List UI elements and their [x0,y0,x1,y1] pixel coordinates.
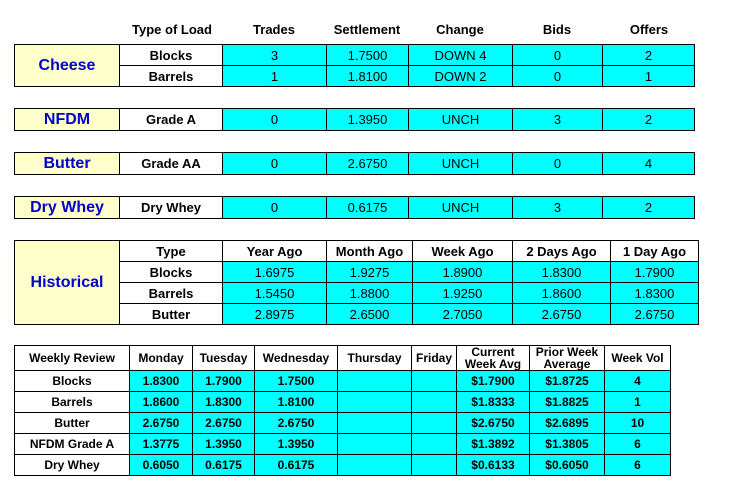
weekly-row [15,392,671,413]
weekly-cell: $2.6895 [530,413,605,434]
weekly-cell: 6 [605,434,671,455]
historical-cell-label: Butter [120,304,223,325]
weekly-cell: 0.6175 [193,455,255,476]
weekly-cell [338,371,412,392]
butter-table [14,152,695,175]
cheese-table [14,44,695,87]
weekly-cell: $1.8333 [457,392,530,413]
weekly-header-friday: Friday [412,346,457,371]
weekly-cell: 1.7900 [193,371,255,392]
dry-whey-change: UNCH [409,197,513,219]
historical-cell-label: Blocks [120,262,223,283]
historical-cell: 1.8800 [327,283,413,304]
historical-header-1-day-ago: 1 Day Ago [611,241,699,262]
cheese-label: Cheese [15,45,120,87]
butter-change: UNCH [409,153,513,175]
historical-cell: 1.9275 [327,262,413,283]
header-settlement: Settlement [333,22,401,37]
weekly-cell: 1.3775 [130,434,193,455]
historical-cell: 1.8600 [513,283,611,304]
cheese-barrels-bids: 0 [513,66,603,87]
historical-cell: 1.8900 [413,262,513,283]
cheese-blocks-change: DOWN 4 [409,45,513,66]
weekly-header-week-vol: Week Vol [605,346,671,371]
weekly-review-table [14,345,671,476]
historical-cell: 2.7050 [413,304,513,325]
historical-header-month-ago: Month Ago [327,241,413,262]
historical-cell: 2.8975 [223,304,327,325]
weekly-cell: $2.6750 [457,413,530,434]
weekly-cell: 10 [605,413,671,434]
dry-whey-label: Dry Whey [15,197,120,219]
weekly-cell: 1 [605,392,671,413]
historical-cell: 1.5450 [223,283,327,304]
weekly-cell: $0.6133 [457,455,530,476]
weekly-cell-label: Barrels [15,392,130,413]
weekly-cell: $1.3892 [457,434,530,455]
weekly-cell: 1.8600 [130,392,193,413]
dry-whey-offers: 2 [603,197,695,219]
butter-bids: 0 [513,153,603,175]
historical-label: Historical [15,241,120,325]
cheese-blocks-settlement: 1.7500 [327,45,409,66]
historical-cell: 1.8300 [611,283,699,304]
cheese-blocks-bids: 0 [513,45,603,66]
weekly-header-wednesday: Wednesday [255,346,338,371]
weekly-cell: 1.7500 [255,371,338,392]
weekly-cell [412,434,457,455]
weekly-cell [412,392,457,413]
header-bids: Bids [542,22,572,37]
weekly-header-thursday: Thursday [338,346,412,371]
weekly-cell: $1.3805 [530,434,605,455]
header-change: Change [436,22,484,37]
weekly-cell: 6 [605,455,671,476]
dry-whey-settlement: 0.6175 [327,197,409,219]
weekly-cell: 2.6750 [255,413,338,434]
weekly-cell [338,392,412,413]
nfdm-label: NFDM [15,109,120,131]
historical-cell: 2.6750 [611,304,699,325]
weekly-cell: $0.6050 [530,455,605,476]
dry-whey-table [14,196,695,219]
butter-trades: 0 [223,153,327,175]
weekly-cell [412,413,457,434]
nfdm-type: Grade A [120,109,223,131]
cheese-blocks-offers: 2 [603,45,695,66]
cheese-barrels-type: Barrels [120,66,223,87]
weekly-cell: 1.8300 [130,371,193,392]
weekly-cell: 4 [605,371,671,392]
historical-cell: 1.6975 [223,262,327,283]
historical-header-type: Type [120,241,223,262]
weekly-cell: 0.6050 [130,455,193,476]
cheese-barrels-trades: 1 [223,66,327,87]
butter-offers: 4 [603,153,695,175]
historical-cell: 1.7900 [611,262,699,283]
historical-cell: 1.9250 [413,283,513,304]
weekly-cell-label: NFDM Grade A [15,434,130,455]
cheese-blocks-type: Blocks [120,45,223,66]
weekly-cell-label: Blocks [15,371,130,392]
weekly-cell: $1.7900 [457,371,530,392]
dry-whey-trades: 0 [223,197,327,219]
weekly-cell [338,413,412,434]
weekly-row [15,413,671,434]
historical-table [14,240,699,325]
cheese-blocks-trades: 3 [223,45,327,66]
weekly-row [15,371,671,392]
nfdm-table [14,108,695,131]
weekly-cell-label: Dry Whey [15,455,130,476]
nfdm-change: UNCH [409,109,513,131]
weekly-cell: 1.3950 [255,434,338,455]
nfdm-bids: 3 [513,109,603,131]
weekly-header-label: Weekly Review [15,346,130,371]
weekly-cell [412,455,457,476]
weekly-cell: $1.8725 [530,371,605,392]
nfdm-offers: 2 [603,109,695,131]
weekly-cell: 1.3950 [193,434,255,455]
historical-header-year-ago: Year Ago [223,241,327,262]
dry-whey-type: Dry Whey [120,197,223,219]
header-offers: Offers [629,22,669,37]
weekly-cell [412,371,457,392]
dry-whey-bids: 3 [513,197,603,219]
historical-cell-label: Barrels [120,283,223,304]
cheese-barrels-offers: 1 [603,66,695,87]
butter-type: Grade AA [120,153,223,175]
weekly-header-current-week-avg: Current Week Avg [457,346,530,371]
weekly-cell [338,455,412,476]
header-trades: Trades [253,22,295,37]
cheese-barrels-settlement: 1.8100 [327,66,409,87]
weekly-cell: 1.8100 [255,392,338,413]
weekly-cell: 2.6750 [193,413,255,434]
nfdm-trades: 0 [223,109,327,131]
weekly-cell-label: Butter [15,413,130,434]
weekly-cell: $1.8825 [530,392,605,413]
historical-cell: 2.6750 [513,304,611,325]
weekly-cell: 1.8300 [193,392,255,413]
historical-cell: 2.6500 [327,304,413,325]
nfdm-settlement: 1.3950 [327,109,409,131]
weekly-cell: 2.6750 [130,413,193,434]
butter-settlement: 2.6750 [327,153,409,175]
historical-header-week-ago: Week Ago [413,241,513,262]
weekly-header-prior-week-average: Prior Week Average [530,346,605,371]
weekly-cell: 0.6175 [255,455,338,476]
weekly-row [15,434,671,455]
historical-header-2-days-ago: 2 Days Ago [513,241,611,262]
historical-cell: 1.8300 [513,262,611,283]
header-type-of-load: Type of Load [132,22,212,37]
weekly-cell [338,434,412,455]
cheese-barrels-change: DOWN 2 [409,66,513,87]
butter-label: Butter [15,153,120,175]
weekly-row [15,455,671,476]
weekly-header-monday: Monday [130,346,193,371]
weekly-header-tuesday: Tuesday [193,346,255,371]
